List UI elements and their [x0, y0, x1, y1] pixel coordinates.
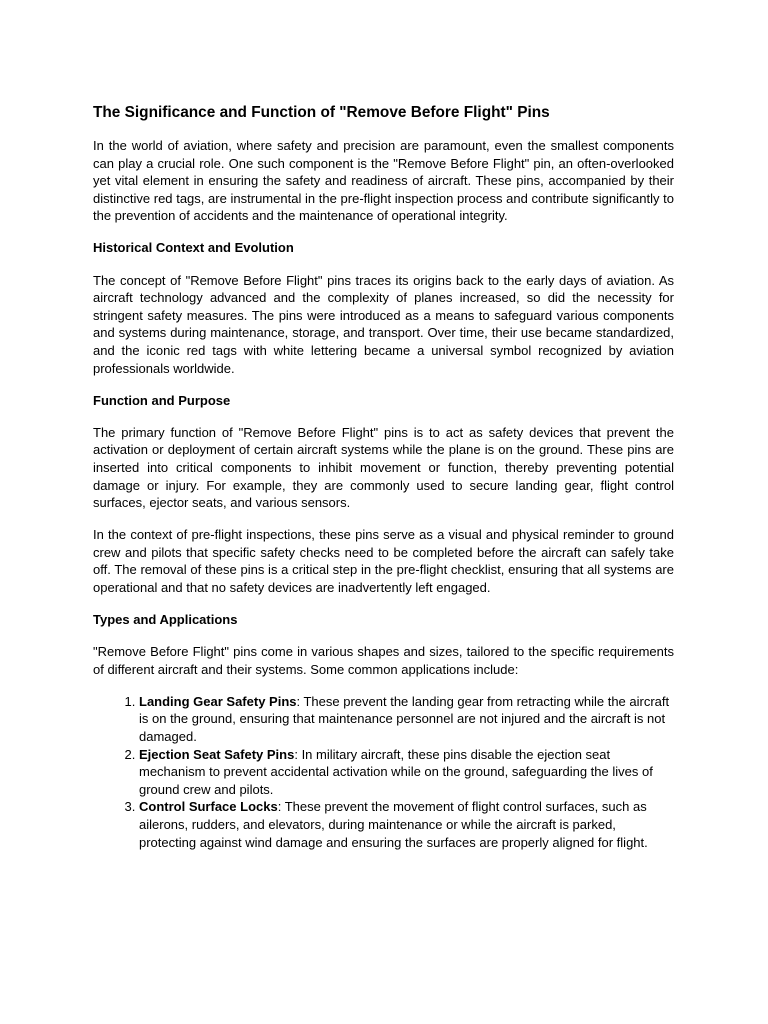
types-heading: Types and Applications — [93, 612, 238, 628]
intro-paragraph: In the world of aviation, where safety and precision are paramount, even the smallest components can play a crucial role. One such component is the "Remove Before Flight" pin, an often-overlooked yet vital element in ensuring the safety and readiness of aircraft. These pins, accompanied by their distinctive red tags, are instrumental in the pre-flight inspection process and contribute significantly to the prevention of accidents and the maintenance of operational integrity. — [93, 138, 674, 224]
list-item-desc: : These prevent the movement of flight control surfaces, such as ailerons, rudders, and elevators, during maintenance or while the aircraft is parked, protecting against wind damage and ensuring the surfaces are properly aligned for flight. — [139, 799, 648, 850]
list-item-desc: : In military aircraft, these pins disable the ejection seat mechanism to prevent accidental activation while on the ground, safeguarding the lives of ground crew and pilots. — [139, 746, 653, 797]
function-paragraph-2: In the context of pre-flight inspections, these pins serve as a visual and physical reminder to ground crew and pilots that specific safety checks need to be completed before the aircraft can safely take off. The removal of these pins is a critical step in the pre-flight checklist, ensuring that all systems are operational and that no safety devices are inadvertently left engaged. — [93, 527, 674, 595]
list-item — [139, 693, 674, 746]
history-heading: Historical Context and Evolution — [93, 240, 294, 256]
history-paragraph: The concept of "Remove Before Flight" pins traces its origins back to the early days of aviation. As aircraft technology advanced and the complexity of planes increased, so did the necessity for stringent safety measures. The pins were introduced as a means to safeguard various components and systems during maintenance, storage, and transport. Over time, their use became standardized, and the iconic red tags with white lettering became a universal symbol recognized by aviation professionals worldwide. — [93, 272, 674, 376]
applications-list — [93, 693, 674, 851]
function-paragraph-1: The primary function of "Remove Before Flight" pins is to act as safety devices that prevent the activation or deployment of certain aircraft systems while the plane is on the ground. These pins are inserted into critical components to inhibit movement or function, thereby preventing potential damage or injury. For example, they are commonly used to secure landing gear, flight control surfaces, ejector seats, and various sensors. — [93, 424, 674, 511]
types-paragraph: "Remove Before Flight" pins come in various shapes and sizes, tailored to the specific requirements of different aircraft and their systems. Some common applications include: — [93, 644, 674, 677]
list-item-term: Ejection Seat Safety Pins — [139, 746, 295, 762]
list-item-term: Landing Gear Safety Pins — [139, 693, 297, 709]
list-item — [139, 798, 674, 851]
list-item — [139, 746, 674, 799]
document-title: The Significance and Function of "Remove Before Flight" Pins — [93, 104, 550, 121]
list-item-term: Control Surface Locks — [139, 799, 278, 815]
list-item-desc: : These prevent the landing gear from retracting while the aircraft is on the ground, ensuring that maintenance personnel are not injured and the aircraft is not damaged. — [139, 693, 670, 745]
function-heading: Function and Purpose — [93, 392, 231, 408]
